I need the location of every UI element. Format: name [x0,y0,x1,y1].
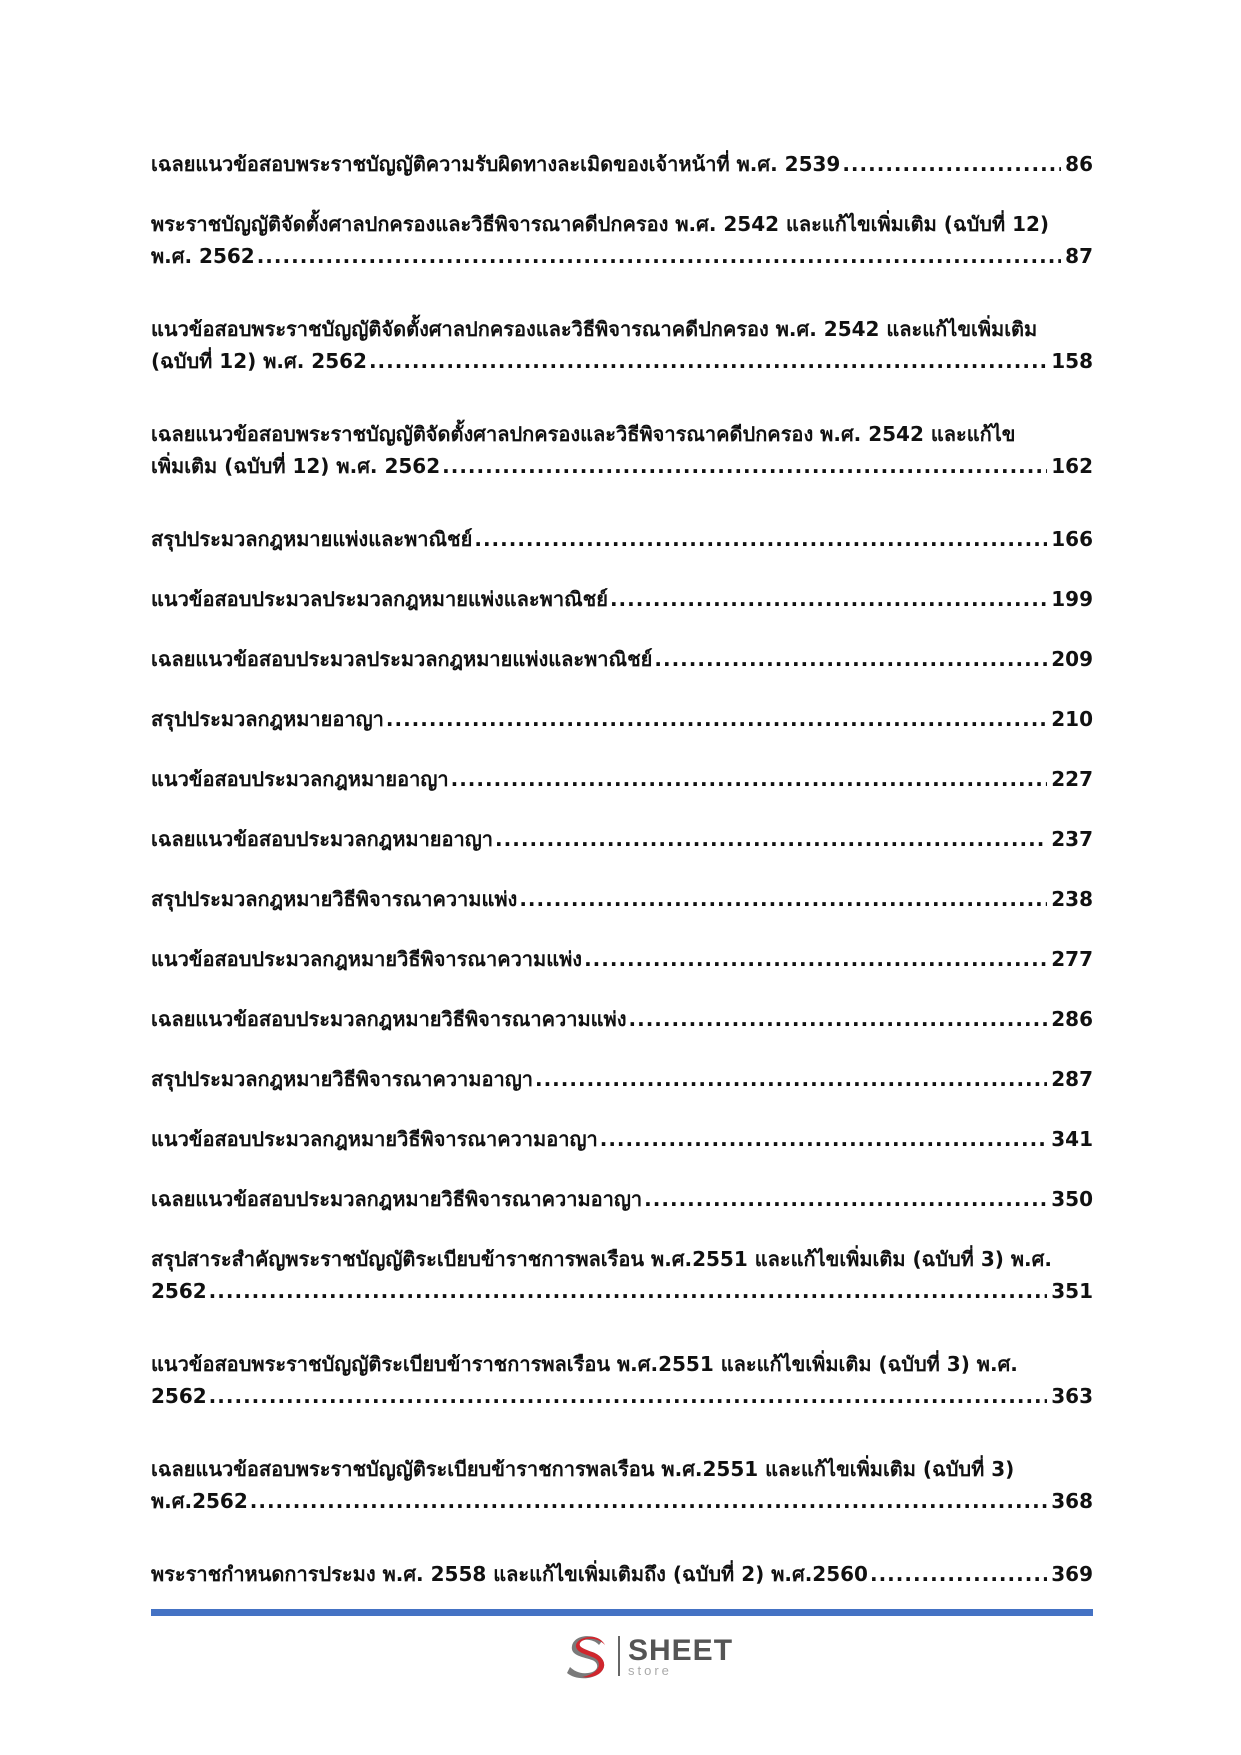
toc-entry[interactable] [151,643,1093,675]
toc-page-number: 166 [1051,527,1093,551]
toc-entry-title: (ฉบับที่ 12) พ.ศ. 2562 [151,349,367,373]
toc-entry-title: 2562 [151,1279,207,1303]
dot-leader [610,583,1047,615]
toc-entry-title: สรุปสาระสำคัญพระราชบัญญัติระเบียบข้าราชการพลเรือน พ.ศ.2551 และแก้ไขเพิ่มเติม (ฉบับที่ 3) พ.ศ. [151,1247,1052,1271]
toc-entry-last-line [151,1275,1093,1307]
toc-page-number: 341 [1051,1127,1093,1151]
toc-entry-title: เฉลยแนวข้อสอบพระราชบัญญัติระเบียบข้าราชการพลเรือน พ.ศ.2551 และแก้ไขเพิ่มเติม (ฉบับที่ 3) [151,1457,1015,1481]
toc-page-number: 368 [1051,1489,1093,1513]
toc-page-number: 210 [1051,707,1093,731]
dot-leader [842,148,1061,180]
toc-entry-title: เฉลยแนวข้อสอบพระราชบัญญัติความรับผิดทางละเมิดของเจ้าหน้าที่ พ.ศ. 2539 [151,152,841,176]
toc-entry[interactable] [151,1558,1093,1590]
toc-entry-last-line [151,1063,1093,1095]
toc-entry-title: เฉลยแนวข้อสอบประมวลกฎหมายอาญา [151,827,494,851]
toc-page-number: 209 [1051,647,1093,671]
footer-divider [151,1609,1093,1616]
toc-entry-title: พระราชกำหนดการประมง พ.ศ. 2558 และแก้ไขเพิ่มเติมถึง (ฉบับที่ 2) พ.ศ.2560 [151,1562,868,1586]
toc-entry[interactable] [151,883,1093,915]
toc-entry-last-line [151,345,1093,377]
dot-leader [250,1485,1048,1517]
brand-subtitle: store [628,1662,672,1678]
toc-entry-title: แนวข้อสอบประมวลกฎหมายวิธีพิจารณาความแพ่ง [151,947,583,971]
toc-entry[interactable] [151,1003,1093,1035]
dot-leader [495,823,1047,855]
dot-leader [209,1380,1048,1412]
dot-leader [474,523,1047,555]
toc-entry-title: แนวข้อสอบพระราชบัญญัติจัดตั้งศาลปกครองและวิธีพิจารณาคดีปกครอง พ.ศ. 2542 และแก้ไขเพิ่มเติม [151,317,1038,341]
toc-entry-last-line [151,240,1093,272]
toc-entry[interactable] [151,1123,1093,1155]
toc-page-number: 158 [1051,349,1093,373]
toc-entry-title: พ.ศ.2562 [151,1489,248,1513]
toc-entry-title: แนวข้อสอบพระราชบัญญัติระเบียบข้าราชการพลเรือน พ.ศ.2551 และแก้ไขเพิ่มเติม (ฉบับที่ 3) พ.ศ. [151,1352,1018,1376]
toc-entry[interactable] [151,703,1093,735]
toc-entry[interactable] [151,313,1093,377]
dot-leader [870,1558,1047,1590]
toc-entry-title: พ.ศ. 2562 [151,244,255,268]
toc-entry-last-line [151,883,1093,915]
table-of-contents [151,148,1093,1618]
sheet-store-s-icon [562,1631,612,1681]
toc-entry-title: สรุปประมวลกฎหมายวิธีพิจารณาความแพ่ง [151,887,518,911]
toc-entry-last-line [151,1558,1093,1590]
toc-entry-title: พระราชบัญญัติจัดตั้งศาลปกครองและวิธีพิจารณาคดีปกครอง พ.ศ. 2542 และแก้ไขเพิ่มเติม (ฉบับที่ 12) [151,212,1050,236]
toc-entry-first-line [151,418,1093,450]
toc-entry-last-line [151,1380,1093,1412]
brand-name: SHEET [628,1633,734,1667]
dot-leader [209,1275,1048,1307]
toc-entry-last-line [151,450,1093,482]
toc-page-number: 162 [1051,454,1093,478]
toc-entry[interactable] [151,823,1093,855]
toc-entry-first-line [151,1453,1093,1485]
toc-entry-title: 2562 [151,1384,207,1408]
toc-entry-last-line [151,643,1093,675]
toc-entry-last-line [151,583,1093,615]
dot-leader [519,883,1047,915]
toc-entry[interactable] [151,523,1093,555]
dot-leader [386,703,1047,735]
toc-page-number: 86 [1065,152,1093,176]
toc-page-number: 237 [1051,827,1093,851]
toc-entry-title: แนวข้อสอบประมวลกฎหมายอาญา [151,767,449,791]
dot-leader [369,345,1047,377]
dot-leader [442,450,1047,482]
dot-leader [629,1003,1048,1035]
dot-leader [584,943,1047,975]
toc-page-number: 287 [1051,1067,1093,1091]
toc-entry-title: แนวข้อสอบประมวลกฎหมายวิธีพิจารณาความอาญา [151,1127,598,1151]
logo-separator [618,1636,620,1676]
toc-page-number: 238 [1051,887,1093,911]
dot-leader [257,240,1061,272]
toc-page-number: 350 [1051,1187,1093,1211]
toc-entry-title: สรุปประมวลกฎหมายอาญา [151,707,384,731]
toc-entry[interactable] [151,1453,1093,1517]
toc-entry[interactable] [151,148,1093,180]
toc-entry[interactable] [151,583,1093,615]
toc-page-number: 277 [1051,947,1093,971]
toc-entry[interactable] [151,1348,1093,1412]
toc-entry-last-line [151,1123,1093,1155]
toc-entry-last-line [151,523,1093,555]
toc-entry-title: เฉลยแนวข้อสอบประมวลประมวลกฎหมายแพ่งและพาณิชย์ [151,647,653,671]
toc-entry[interactable] [151,1063,1093,1095]
toc-entry[interactable] [151,943,1093,975]
toc-page-number: 87 [1065,244,1093,268]
toc-entry[interactable] [151,1183,1093,1215]
toc-page-number: 286 [1051,1007,1093,1031]
toc-entry[interactable] [151,208,1093,272]
dot-leader [600,1123,1048,1155]
toc-entry-last-line [151,703,1093,735]
toc-entry-title: สรุปประมวลกฎหมายวิธีพิจารณาความอาญา [151,1067,533,1091]
toc-entry-title: เฉลยแนวข้อสอบประมวลกฎหมายวิธีพิจารณาความอาญา [151,1187,643,1211]
toc-entry-last-line [151,943,1093,975]
toc-entry-first-line [151,313,1093,345]
toc-entry-title: เฉลยแนวข้อสอบพระราชบัญญัติจัดตั้งศาลปกครองและวิธีพิจารณาคดีปกครอง พ.ศ. 2542 และแก้ไข [151,422,1016,446]
toc-entry-first-line [151,1348,1093,1380]
toc-entry-last-line [151,148,1093,180]
toc-entry-last-line [151,1003,1093,1035]
toc-page-number: 227 [1051,767,1093,791]
dot-leader [654,643,1047,675]
toc-page-number: 199 [1051,587,1093,611]
toc-entry-last-line [151,823,1093,855]
dot-leader [644,1183,1047,1215]
toc-entry-last-line [151,1485,1093,1517]
toc-entry-title: เพิ่มเติม (ฉบับที่ 12) พ.ศ. 2562 [151,454,441,478]
toc-page-number: 351 [1051,1279,1093,1303]
toc-entry[interactable] [151,763,1093,795]
footer-logo [562,1630,733,1682]
toc-entry-title: แนวข้อสอบประมวลประมวลกฎหมายแพ่งและพาณิชย์ [151,587,608,611]
toc-page-number: 369 [1051,1562,1093,1586]
toc-entry-title: สรุปประมวลกฎหมายแพ่งและพาณิชย์ [151,527,473,551]
toc-entry-first-line [151,1243,1093,1275]
toc-entry-last-line [151,763,1093,795]
toc-entry[interactable] [151,418,1093,482]
toc-entry-last-line [151,1183,1093,1215]
toc-page-number: 363 [1051,1384,1093,1408]
toc-entry-title: เฉลยแนวข้อสอบประมวลกฎหมายวิธีพิจารณาความแพ่ง [151,1007,627,1031]
dot-leader [535,1063,1047,1095]
dot-leader [451,763,1048,795]
toc-entry-first-line [151,208,1093,240]
toc-entry[interactable] [151,1243,1093,1307]
